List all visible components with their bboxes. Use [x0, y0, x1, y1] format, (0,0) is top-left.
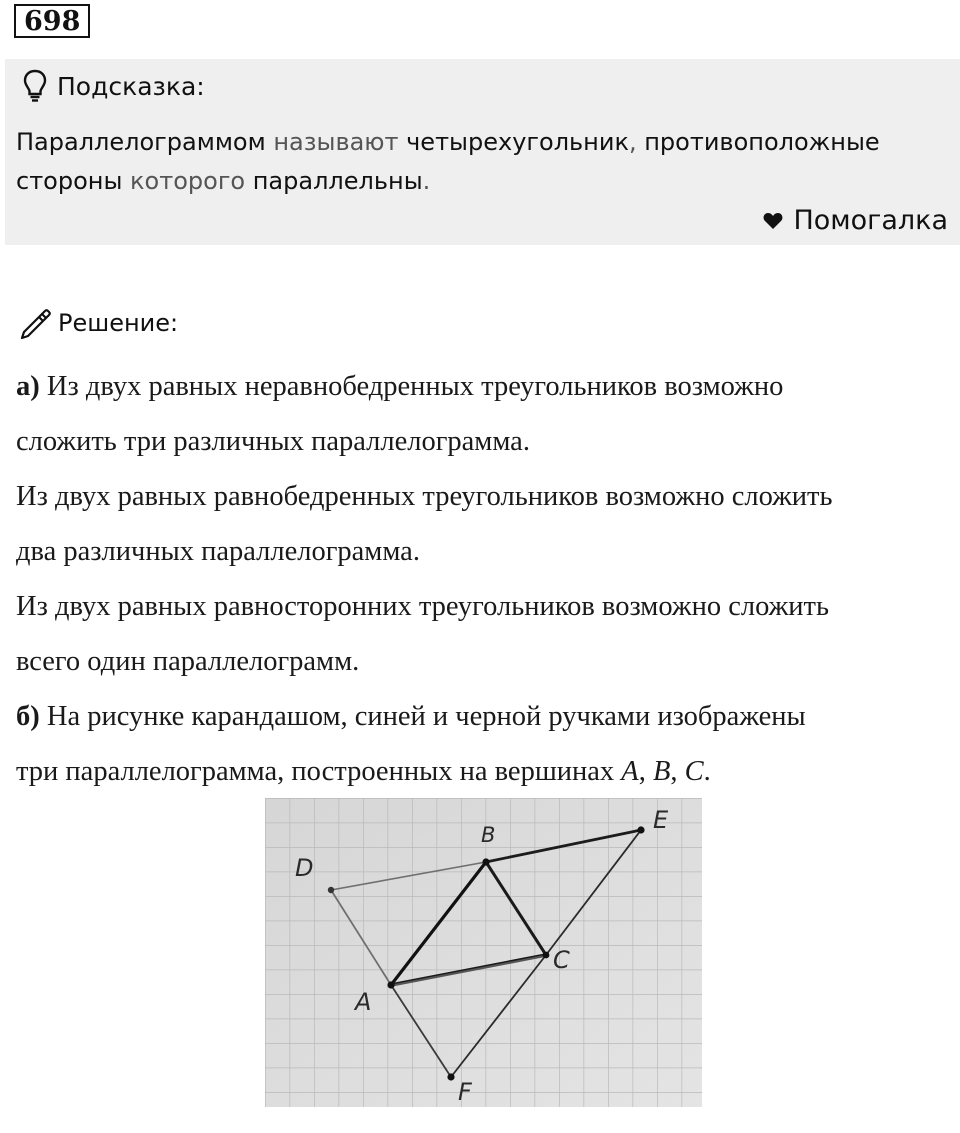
solution-text: три параллелограмма, построенных на вершинах — [16, 756, 622, 787]
term-sides: стороны — [16, 167, 123, 195]
term-quadrilateral: четырехугольник — [406, 128, 629, 156]
term-opposite: противоположные — [644, 128, 880, 156]
vertex-c: C — [684, 756, 704, 787]
solution-line: сложить три различных параллелограмма. — [16, 426, 530, 457]
point-a — [387, 981, 394, 988]
hint-box — [5, 59, 960, 245]
separator: , — [638, 756, 653, 787]
solution-line: Из двух равных равносторонних треугольников возможно сложить — [16, 591, 830, 622]
problem-number: 698 — [14, 4, 90, 38]
solution-text: Из двух равных неравнобедренных треугольников возможно — [39, 371, 784, 402]
label-a: A — [355, 988, 372, 1016]
point-c — [543, 952, 550, 959]
hint-text — [16, 123, 946, 201]
hint-text-part: которого — [122, 167, 253, 195]
vertex-b: B — [652, 756, 671, 787]
label-d: D — [295, 854, 314, 882]
label-e: E — [653, 806, 669, 834]
pencil-icon — [18, 306, 52, 340]
label-f: F — [458, 1078, 472, 1106]
label-b: B — [481, 823, 496, 847]
label-c: C — [553, 946, 570, 974]
solution-line — [16, 689, 956, 744]
hint-text-part: , — [628, 128, 645, 156]
solution-text: На рисунке карандашом, синей и черной ручками изображены — [39, 701, 806, 732]
hint-text-part: . — [422, 167, 431, 195]
solution-title: Решение: — [58, 309, 179, 337]
point-e — [637, 826, 644, 833]
credit-label: Помогалка — [793, 205, 948, 236]
solution-body — [16, 359, 956, 799]
point-f — [447, 1073, 454, 1080]
hint-title: Подсказка: — [57, 71, 205, 101]
credit[interactable] — [763, 205, 948, 236]
hint-header — [23, 69, 205, 103]
heart-icon — [763, 212, 783, 230]
period: . — [703, 756, 711, 787]
parallelogram-figure — [265, 798, 702, 1107]
lightbulb-icon — [23, 69, 47, 103]
solution-header — [18, 306, 178, 340]
term-parallelogram: Параллелограммом — [16, 128, 266, 156]
term-parallel: параллельны — [252, 167, 423, 195]
point-b — [482, 858, 489, 865]
solution-line — [16, 744, 956, 799]
solution-line — [16, 359, 956, 414]
part-b-label: б) — [16, 701, 40, 732]
vertex-a: A — [621, 756, 639, 787]
hint-text-part: называют — [265, 128, 407, 156]
solution-line: Из двух равных равнобедренных треугольников возможно сложить — [16, 481, 833, 512]
separator: , — [670, 756, 685, 787]
part-a-label: а) — [16, 371, 40, 402]
solution-line: всего один параллелограмм. — [16, 646, 360, 677]
solution-line: два различных параллелограмма. — [16, 536, 420, 567]
point-d — [328, 887, 334, 893]
